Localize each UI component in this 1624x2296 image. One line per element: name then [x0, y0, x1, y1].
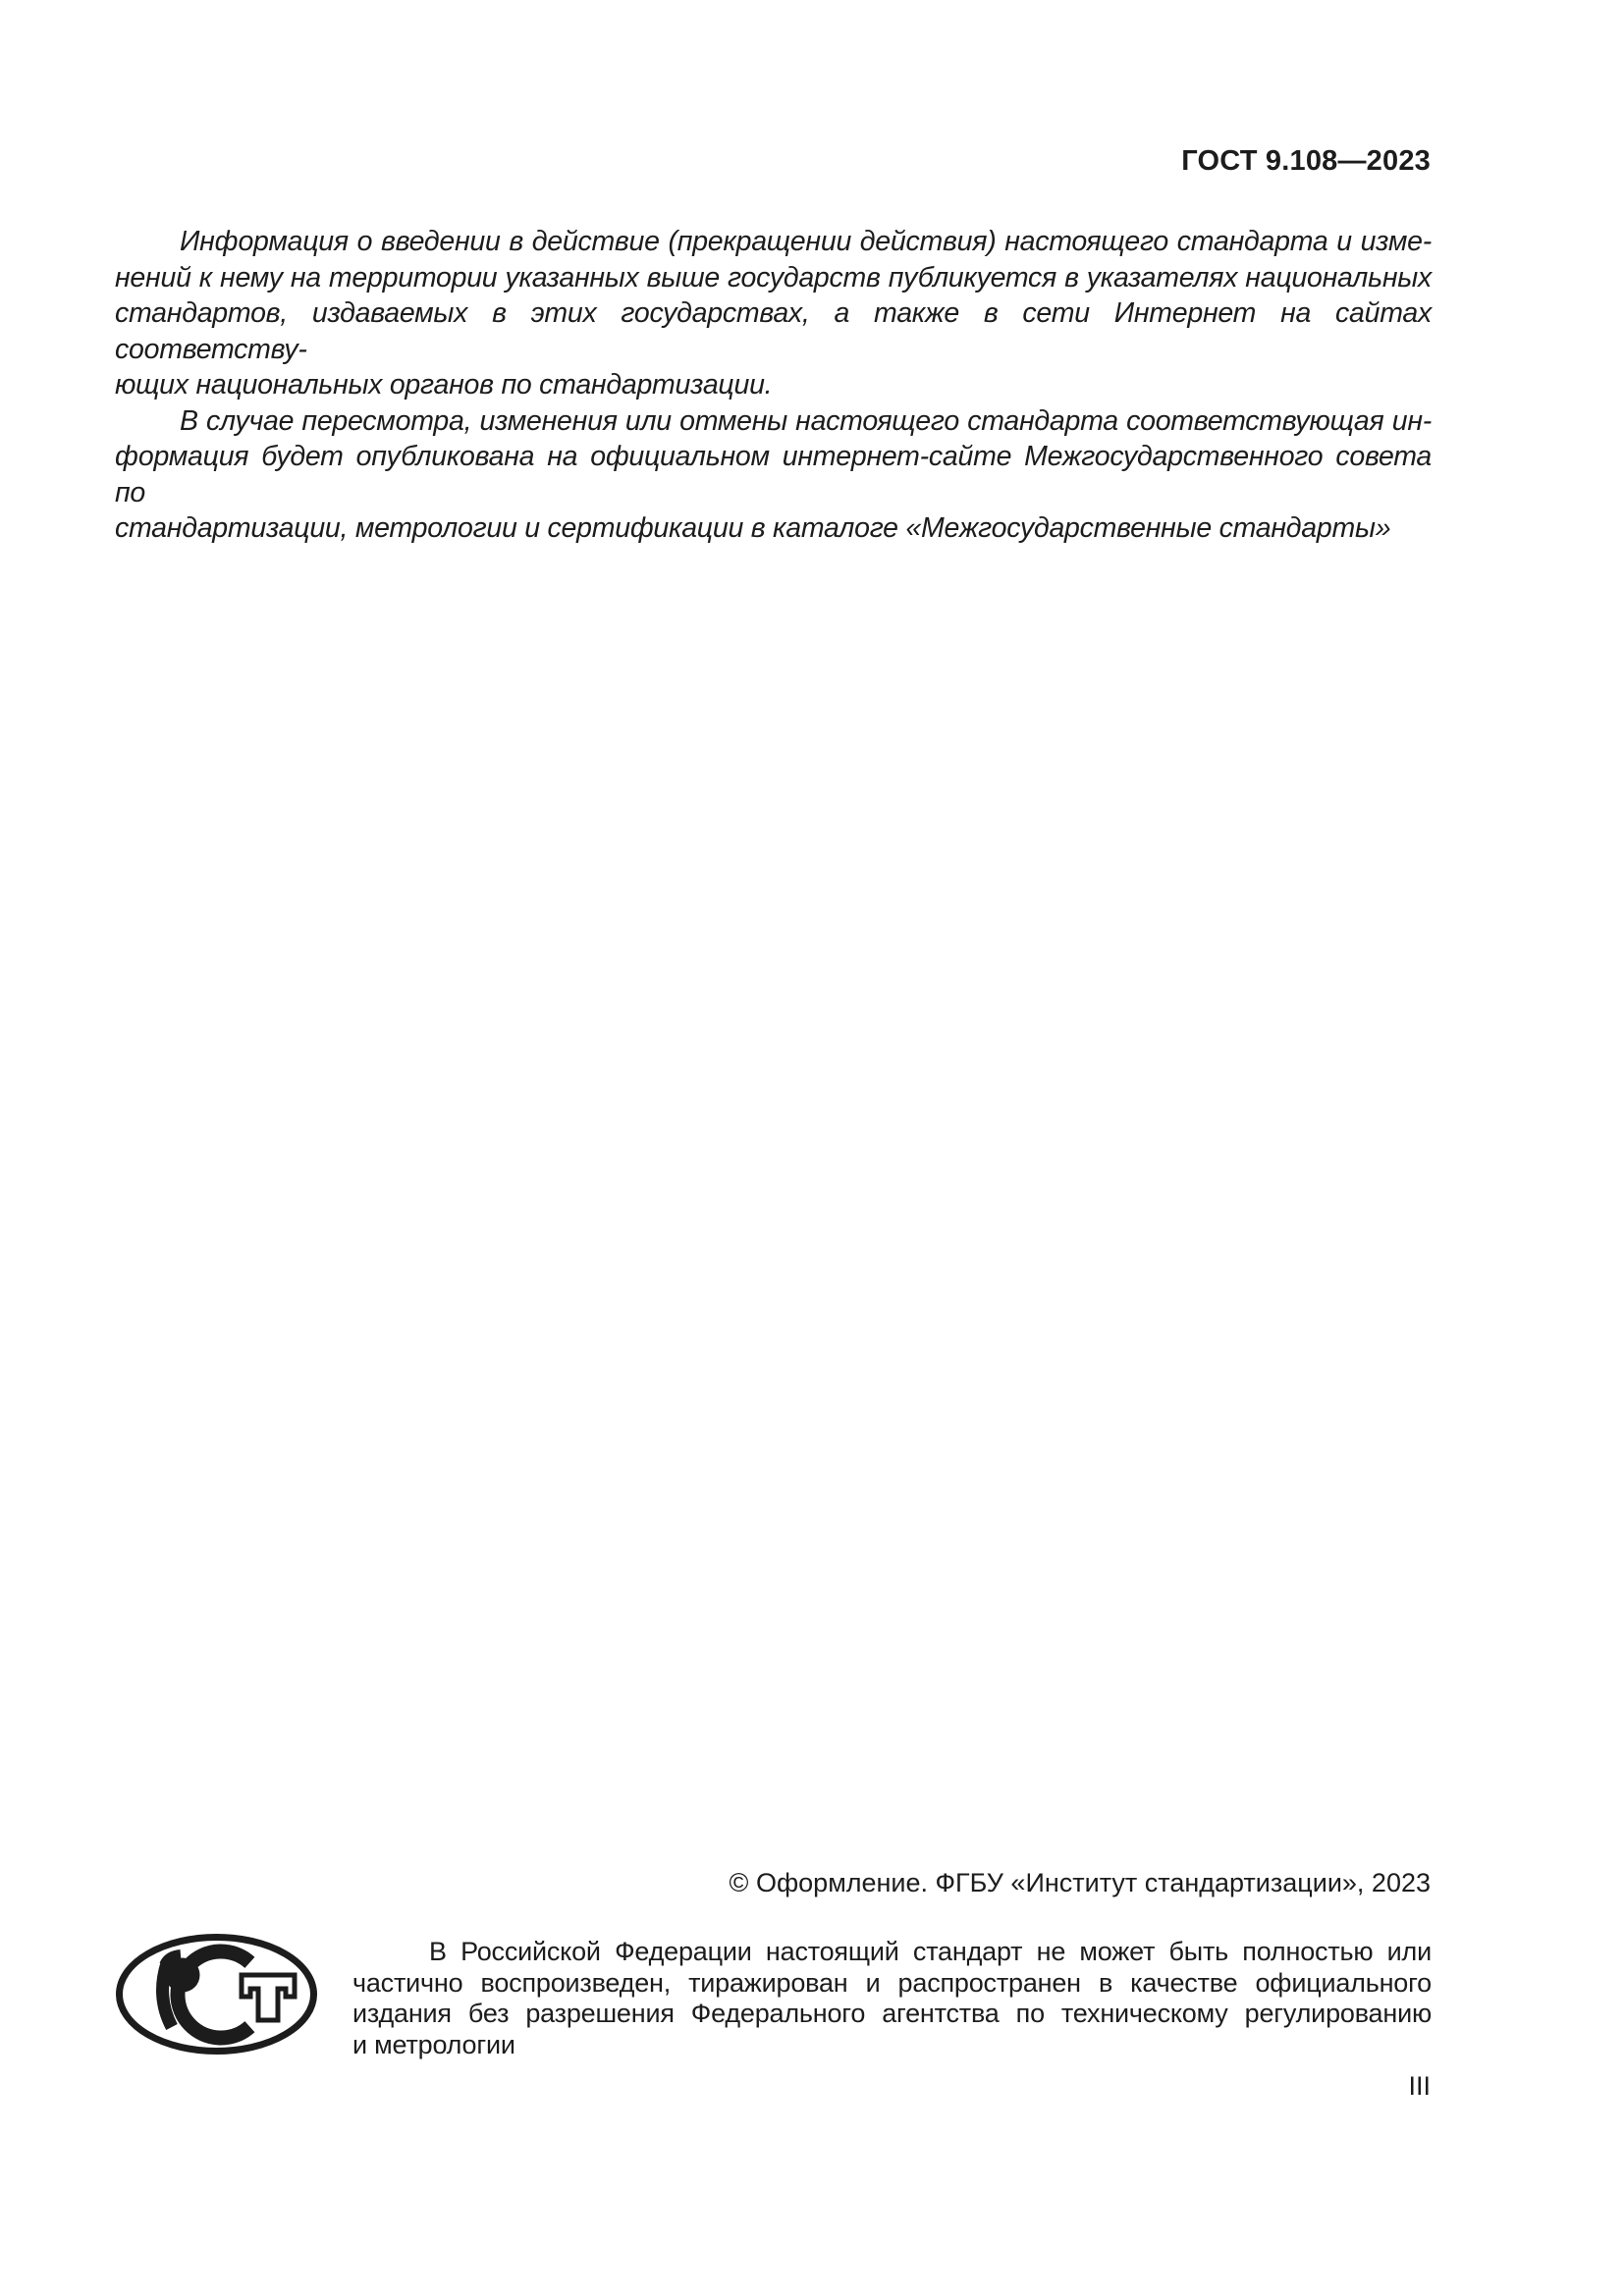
- running-header-standard-number: ГОСТ 9.108—2023: [1181, 145, 1431, 177]
- text-line: и метрологии: [352, 2029, 515, 2059]
- text-line: нений к нему на территории указанных выше государств публикуется в указателях национальных: [115, 261, 1432, 294]
- intro-text-block: [115, 224, 1432, 547]
- text-line: стандартов, издаваемых в этих государствах, а также в сети Интернет на сайтах соответству-: [115, 297, 1432, 365]
- intro-paragraph-2: [115, 403, 1432, 547]
- text-line: В случае пересмотра, изменения или отмены настоящего стандарта соответствующая ин-: [180, 404, 1432, 437]
- rst-logo-svg: [116, 1934, 317, 2055]
- reproduction-restriction-notice: [352, 1937, 1432, 2060]
- text-line: стандартизации, метрологии и сертификации в каталоге «Межгосударственные стандарты»: [115, 512, 1391, 544]
- rst-certification-mark-icon: [116, 1934, 317, 2055]
- text-line: частично воспроизведен, тиражирован и распространен в качестве официального: [352, 1967, 1432, 1998]
- intro-paragraph-1: [115, 224, 1432, 403]
- text-line: Информация о введении в действие (прекращении действия) настоящего стандарта и изме-: [180, 226, 1432, 257]
- text-line: В Российской Федерации настоящий стандарт не может быть полностью или: [429, 1937, 1432, 1966]
- page-number: III: [1408, 2071, 1431, 2101]
- text-line: ющих национальных органов по стандартизации.: [115, 369, 773, 400]
- text-line: формация будет опубликована на официальном интернет-сайте Межгосударственного совета по: [115, 441, 1432, 508]
- text-line: издания без разрешения Федерального агентства по техническому регулированию: [352, 1999, 1432, 2028]
- copyright-notice: © Оформление. ФГБУ «Институт стандартизации», 2023: [729, 1868, 1431, 1897]
